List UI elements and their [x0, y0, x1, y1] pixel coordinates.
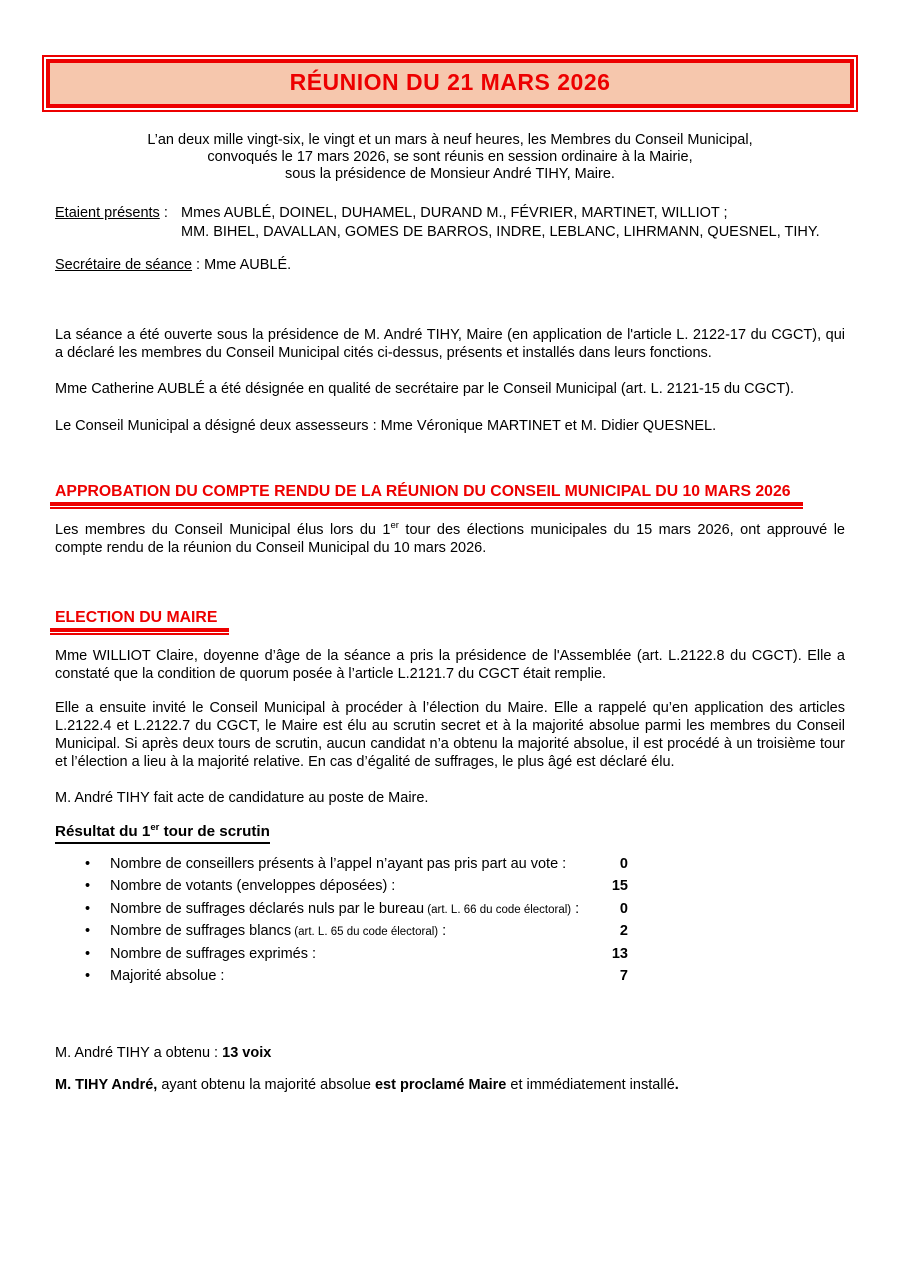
opening-paragraph-3: Le Conseil Municipal a désigné deux assesseurs : Mme Véronique MARTINET et M. Didier QUESNEL.: [55, 417, 717, 434]
election-heading: ELECTION DU MAIRE: [55, 609, 217, 635]
result-value: 13: [611, 945, 628, 962]
bullet-icon: •: [85, 945, 91, 962]
result-label: Nombre de suffrages blancs (art. L. 65 du code électoral) :: [110, 923, 447, 939]
results-list: [85, 854, 628, 989]
results-heading-after: tour de scrutin: [159, 822, 270, 840]
result-value: 15: [611, 878, 628, 894]
attendance-secretary: [55, 256, 845, 275]
results-heading-sup: er: [150, 821, 160, 833]
bullet-icon: •: [85, 855, 91, 872]
result-value: 0: [619, 855, 628, 872]
secretary-separator: :: [192, 257, 205, 273]
approbation-heading: APPROBATION DU COMPTE RENDU DE LA RÉUNION DU CONSEIL MUNICIPAL DU 10 MARS 2026: [55, 483, 791, 509]
intro-paragraph: [55, 132, 845, 183]
result-label: Nombre de suffrages déclarés nuls par le bureau (art. L. 66 du code électoral) :: [110, 900, 580, 917]
present-separator: :: [159, 205, 168, 221]
bullet-icon: •: [85, 968, 91, 984]
present-label-wrap: [55, 204, 181, 241]
proclamation-mid-1: ayant obtenu la majorité absolue: [157, 1076, 375, 1093]
result-label: Majorité absolue :: [110, 968, 225, 984]
meeting-title: RÉUNION DU 21 MARS 2026: [289, 69, 611, 95]
meeting-title-banner-inner: [46, 59, 854, 108]
result-row-majorite: [85, 966, 628, 989]
result-value: 2: [619, 923, 628, 939]
present-names-mmes: Mmes AUBLÉ, DOINEL, DUHAMEL, DURAND M., FÉVRIER, MARTINET, WILLIOT ;: [181, 205, 728, 221]
outcome-votes-count: 13 voix: [222, 1044, 272, 1061]
section-approbation: [55, 483, 845, 509]
approbation-text-before: Les membres du Conseil Municipal élus lors du 1: [55, 521, 391, 538]
results-heading-before: Résultat du 1: [55, 822, 151, 840]
meeting-title-banner: [42, 55, 858, 112]
proclamation-statement: est proclamé Maire: [374, 1076, 507, 1093]
approbation-ordinal-sup: er: [390, 519, 399, 531]
present-names-mm: MM. BIHEL, DAVALLAN, GOMES DE BARROS, INDRE, LEBLANC, LIHRMANN, QUESNEL, TIHY.: [181, 223, 820, 240]
result-label: Nombre de suffrages exprimés :: [110, 945, 317, 962]
approbation-text-after: tour des élections municipales du 15 mars 2026, ont approuvé le compte rendu de la réunion du Conseil Municipal du 10 mars 2026.: [55, 521, 845, 556]
proclamation-mid-2: et immédiatement installé: [506, 1076, 675, 1093]
result-label: Nombre de conseillers présents à l’appel n’ayant pas pris part au vote :: [110, 855, 567, 872]
result-note: (art. L. 66 du code électoral): [424, 903, 572, 916]
attendance-present: [55, 204, 845, 241]
election-paragraph-2: Elle a ensuite invité le Conseil Municipal à procéder à l’élection du Maire. Elle a rappelé qu’en application des articles L.2122.4 et L.2122.7 du CGCT, le Maire est élu au scrutin secret et à la majorité absolue parmi les membres du Conseil Municipal. Si après deux tours de scrutin, aucun candidat n’a obtenu la majorité absolue, il est procédé à un troisième tour et l’élection a lieu à la majorité relative. En cas d’égalité de suffrages, le plus âgé est déclaré élu.: [55, 699, 845, 770]
secretary-label: Secrétaire de séance: [55, 257, 193, 273]
intro-line-2: convoqués le 17 mars 2026, se sont réunis en session ordinaire à la Mairie,: [207, 149, 693, 165]
result-value: 7: [619, 968, 628, 984]
bullet-icon: •: [85, 900, 91, 917]
election-paragraph-3: M. André TIHY fait acte de candidature au poste de Maire.: [55, 789, 429, 806]
intro-line-3: sous la présidence de Monsieur André TIHY, Maire.: [285, 166, 615, 182]
secretary-value: Mme AUBLÉ.: [204, 257, 292, 273]
result-row-exprimes: [85, 944, 628, 967]
bullet-icon: •: [85, 923, 91, 939]
present-names: [181, 204, 845, 241]
results-heading: [55, 823, 270, 844]
bullet-icon: •: [85, 878, 91, 894]
proclamation-name: M. TIHY André,: [55, 1076, 158, 1093]
present-label: Etaient présents: [55, 205, 160, 221]
outcome-votes-prefix: M. André TIHY a obtenu :: [55, 1044, 223, 1061]
election-paragraph-1: Mme WILLIOT Claire, doyenne d’âge de la séance a pris la présidence de l'Assemblée (art. L.2122.8 du CGCT). Elle a constaté que la condition de quorum posée à l’article L.2121.7 du CGCT était remplie.: [55, 647, 845, 682]
proclamation-period: .: [674, 1076, 679, 1093]
result-value: 0: [619, 900, 628, 917]
outcome-votes-line: [55, 1044, 845, 1062]
intro-line-1: L’an deux mille vingt-six, le vingt et un mars à neuf heures, les Membres du Conseil Municipal,: [147, 132, 753, 148]
result-row-nuls: [85, 899, 628, 922]
opening-paragraph-1: La séance a été ouverte sous la présidence de M. André TIHY, Maire (en application de l'article L. 2122-17 du CGCT), qui a déclaré les membres du Conseil Municipal cités ci-dessus, présents et installés dans leurs fonctions.: [55, 326, 845, 361]
approbation-paragraph: [55, 521, 845, 557]
section-election: [55, 609, 845, 635]
opening-paragraph-2: Mme Catherine AUBLÉ a été désignée en qualité de secrétaire par le Conseil Municipal (art. L. 2121-15 du CGCT).: [55, 380, 795, 397]
outcome-proclamation-line: [55, 1076, 845, 1094]
results-heading-wrap: [55, 823, 845, 844]
result-row-votants: [85, 876, 628, 899]
result-row-blancs: [85, 921, 628, 944]
result-note: (art. L. 65 du code électoral): [291, 926, 439, 938]
result-label: Nombre de votants (enveloppes déposées) :: [110, 878, 396, 894]
result-row-no-part: [85, 854, 628, 877]
